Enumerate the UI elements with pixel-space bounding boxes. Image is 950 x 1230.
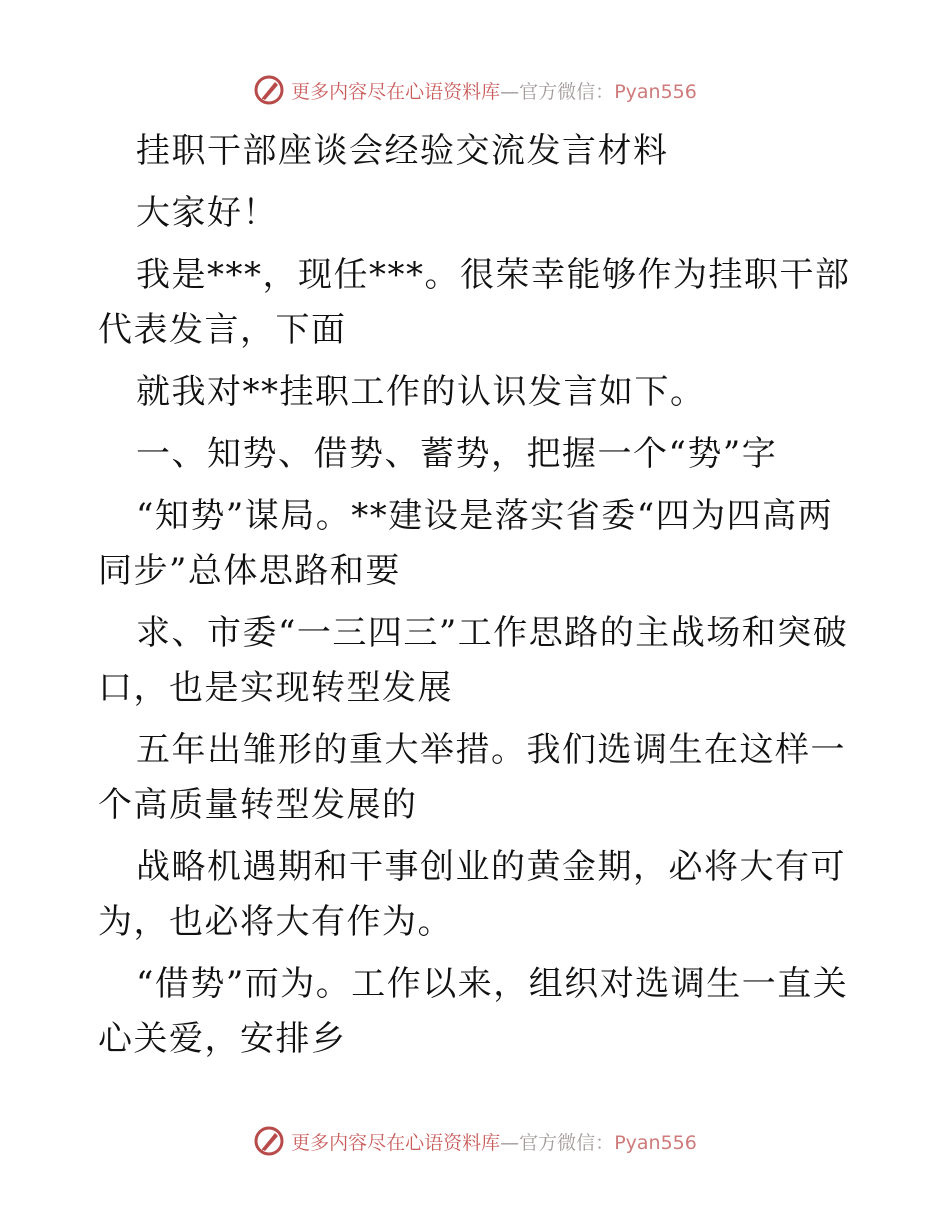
header-banner[interactable] [0,70,950,110]
footer-banner-text [291,1128,697,1155]
paragraph: 就我对**挂职工作的认识发言如下。 [136,372,706,412]
header-wechat-id: Pyan556 [614,80,697,103]
paragraph: 战略机遇期和干事创业的黄金期，必将大有可为，也必将大有作为。 [98,847,846,942]
section-heading: 一、知势、借势、蓄势，把握一个“势”字 [136,434,778,474]
document-body [98,124,858,1074]
paragraph: 五年出雏形的重大举措。我们选调生在这样一个高质量转型发展的 [98,730,846,825]
header-site-name: 更多内容尽在心语资料库 [291,80,501,103]
paragraph: “知势”谋局。**建设是落实省委“四为四高两同步”总体思路和要 [98,496,834,591]
quill-logo-icon [253,1125,285,1157]
document-title: 挂职干部座谈会经验交流发言材料 [136,131,669,171]
paragraph: 我是***，现任***。很荣幸能够作为挂职干部代表发言，下面 [98,255,851,350]
header-separator: — [500,80,520,103]
quill-logo-icon [253,74,285,106]
footer-separator: — [500,1131,520,1154]
footer-wechat-id: Pyan556 [614,1131,697,1154]
footer-wechat-label: 官方微信： [519,1131,615,1154]
footer-banner[interactable] [0,1121,950,1161]
header-wechat-label: 官方微信： [519,80,615,103]
footer-site-name: 更多内容尽在心语资料库 [291,1131,501,1154]
paragraph: 求、市委“一三四三”工作思路的主战场和突破口，也是实现转型发展 [98,613,849,708]
paragraph: “借势”而为。工作以来，组织对选调生一直关心关爱，安排乡 [98,964,849,1059]
paragraph: 大家好！ [136,193,278,233]
header-banner-text [291,77,697,104]
